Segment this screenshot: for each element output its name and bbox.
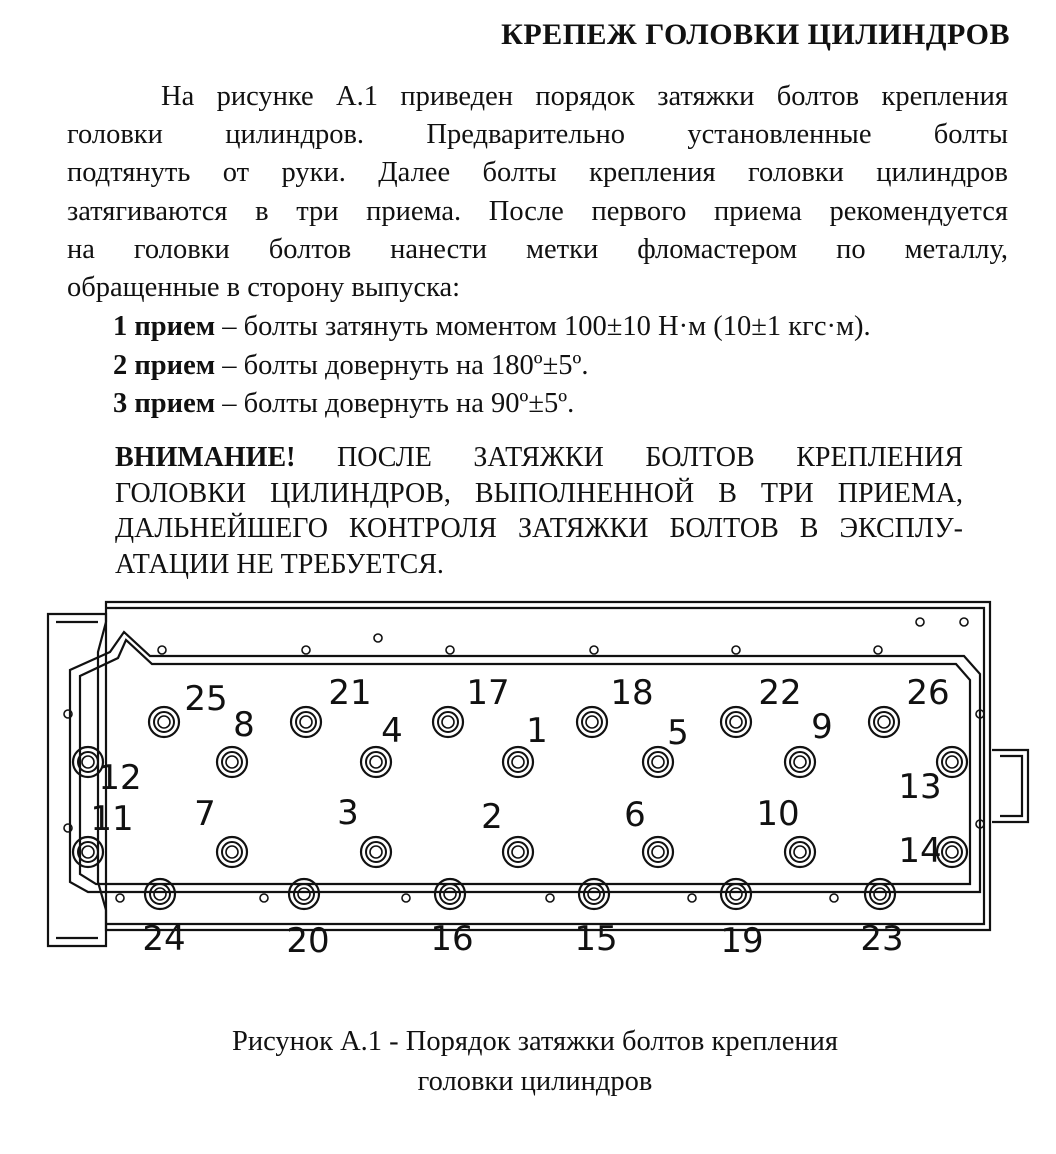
bolt-number-label: 13 <box>898 767 942 807</box>
right-port-detail <box>1000 756 1022 816</box>
step-text: – болты довернуть на 90º±5º. <box>215 388 575 419</box>
bolt-10 <box>785 837 815 867</box>
bolt-21 <box>291 707 321 737</box>
bolt-number-label: 26 <box>906 673 950 713</box>
figure-caption <box>0 1022 1056 1102</box>
bolt-number-label: 1 <box>526 711 548 751</box>
bolt-1 <box>503 747 533 777</box>
paragraph-line: на головки болтов нанести метки фломастером по металлу, <box>67 233 1008 265</box>
body-outer <box>106 602 990 930</box>
warning-line: ГОЛОВКИ ЦИЛИНДРОВ, ВЫПОЛНЕННОЙ В ТРИ ПРИЕМА, <box>115 477 963 509</box>
bolt-number-label: 25 <box>184 679 228 719</box>
paragraph-line: затягиваются в три приема. После первого приема рекомендуется <box>67 195 1008 227</box>
left-flange <box>48 614 106 946</box>
paragraph-line: головки цилиндров. Предварительно установленные болты <box>67 119 1008 151</box>
bolt-17 <box>433 707 463 737</box>
warning-line: АТАЦИИ НЕ ТРЕБУЕТСЯ. <box>115 548 444 580</box>
step-label: 2 прием <box>113 349 216 381</box>
tightening-steps <box>113 308 871 424</box>
bolt-11 <box>73 837 103 867</box>
paragraph-line: обращенные в сторону выпуска: <box>67 272 461 304</box>
step-label: 1 прием <box>113 311 216 342</box>
bolt-number-label: 15 <box>574 919 618 959</box>
bolt-4 <box>361 747 391 777</box>
bolt-number-label: 4 <box>381 711 403 751</box>
hole <box>830 894 838 902</box>
bolt-number-label: 20 <box>286 921 330 961</box>
bolt-22 <box>721 707 751 737</box>
warning-block <box>115 440 963 582</box>
bolt-18 <box>577 707 607 737</box>
bolt-number-label: 22 <box>758 673 802 713</box>
bolt-number-label: 8 <box>233 705 255 745</box>
step-text: – болты затянуть моментом 100±10 Н·м (10±1 кгс·м). <box>215 311 871 342</box>
bolt-8 <box>217 747 247 777</box>
bolt-7 <box>217 837 247 867</box>
bolt-number-label: 9 <box>811 707 833 747</box>
caption-line: Рисунок А.1 - Порядок затяжки болтов крепления <box>232 1026 838 1057</box>
bolt-26 <box>869 707 899 737</box>
hole <box>302 646 310 654</box>
step-3 <box>113 385 871 424</box>
hole <box>960 618 968 626</box>
bolt-number-label: 7 <box>194 794 216 834</box>
bolt-3 <box>361 837 391 867</box>
hole <box>916 618 924 626</box>
cylinder-head-diagram <box>40 592 1040 964</box>
bolt-6 <box>643 837 673 867</box>
bolt-25 <box>149 707 179 737</box>
bolt-number-label: 23 <box>860 919 904 959</box>
paragraph-line: На рисунке А.1 приведен порядок затяжки болтов крепления <box>161 81 1008 112</box>
bolt-number-label: 19 <box>720 921 764 961</box>
bolt-19 <box>721 879 751 909</box>
hole <box>874 646 882 654</box>
bolt-number-label: 24 <box>142 919 186 959</box>
bolt-number-label: 17 <box>466 673 510 713</box>
bolt-number-labels <box>90 673 949 961</box>
bolt-2 <box>503 837 533 867</box>
warning-label: ВНИМАНИЕ! <box>115 442 296 473</box>
hole <box>590 646 598 654</box>
hole <box>546 894 554 902</box>
bolt-23 <box>865 879 895 909</box>
bolt-number-label: 12 <box>98 758 142 798</box>
bolt-number-label: 16 <box>430 919 474 959</box>
hole <box>688 894 696 902</box>
step-label: 3 прием <box>113 388 216 419</box>
bolt-number-label: 10 <box>756 794 800 834</box>
warning-line <box>115 440 963 476</box>
bolt-number-label: 21 <box>328 673 372 713</box>
bolt-9 <box>785 747 815 777</box>
bolt-number-label: 3 <box>337 793 359 833</box>
body-inner <box>70 632 980 892</box>
bolt-number-label: 6 <box>624 795 646 835</box>
paragraph-line: подтянуть от руки. Далее болты крепления головки цилиндров <box>67 157 1008 189</box>
bolt-20 <box>289 879 319 909</box>
step-1 <box>113 308 871 347</box>
hole <box>116 894 124 902</box>
hole <box>158 646 166 654</box>
step-2 <box>113 347 871 386</box>
bolt-number-label: 2 <box>481 797 503 837</box>
hole <box>402 894 410 902</box>
bolt-number-label: 11 <box>90 799 134 839</box>
warning-text: ПОСЛЕ ЗАТЯЖКИ БОЛТОВ КРЕПЛЕНИЯ <box>295 442 963 473</box>
bolt-15 <box>579 879 609 909</box>
intro-paragraph <box>67 78 1008 307</box>
bolt-number-label: 14 <box>898 831 942 871</box>
caption-line: головки цилиндров <box>417 1066 653 1097</box>
page-title: КРЕПЕЖ ГОЛОВКИ ЦИЛИНДРОВ <box>501 18 1010 51</box>
bolt-group <box>64 618 984 909</box>
body-inner-2 <box>80 640 970 884</box>
warning-line: ДАЛЬНЕЙШЕГО КОНТРОЛЯ ЗАТЯЖКИ БОЛТОВ В ЭКСПЛУ- <box>115 513 963 544</box>
bolt-16 <box>435 879 465 909</box>
cylinder-head-drawing <box>40 592 1040 964</box>
bolt-number-label: 5 <box>667 713 689 753</box>
hole <box>374 634 382 642</box>
bolt-24 <box>145 879 175 909</box>
hole <box>446 646 454 654</box>
bolt-number-label: 18 <box>610 673 654 713</box>
hole <box>260 894 268 902</box>
step-text: – болты довернуть на 180º±5º. <box>215 349 589 381</box>
hole <box>732 646 740 654</box>
